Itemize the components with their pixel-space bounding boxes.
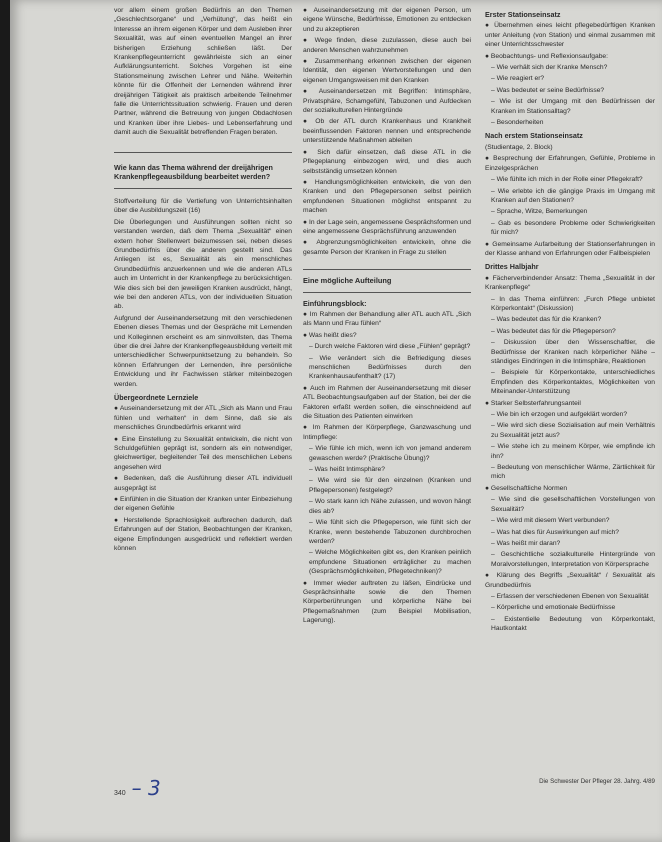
bullet-item: ● Beobachtungs- und Reflexionsaufgabe: (485, 52, 609, 60)
bullet-item: ● Bedenken, daß die Ausführung dieser ATL individuell ausgeprägt ist (114, 475, 292, 492)
dash-item: – Was bedeutet das für die Pflegeperson? (491, 327, 616, 335)
page-footer-left (114, 776, 161, 800)
bullet-item: ● Auseinandersetzung mit der ATL „Sich als Mann und Frau fühlen und verhalten“ in dem Sinne, daß sie als menschliches Grundbedürfnis erkannt wird (114, 405, 292, 432)
bullet-item: ● Abgrenzungsmöglichkeiten entwickeln, ohne die gesamte Person der Kranken in Frage zu stellen (303, 239, 471, 256)
dash-item: – Existentielle Bedeutung von Körperkontakt, Hautkontakt (491, 615, 655, 633)
bullet-item: ● Zusammenhang erkennen zwischen der eigenen Identität, den eigenen Wertvorstellungen und den eigenen Umgangsweisen mit den Kranken (303, 58, 471, 84)
bullet-item: ● Starker Selbsterfahrungsanteil (485, 399, 581, 407)
dash-item: – Geschichtliche sozialkulturelle Hintergründe von Moralvorstellungen, Interpretation von Körpersprache (491, 551, 655, 568)
bullet-item: ● Übernehmen eines leicht pflegebedürftigen Kranken unter Anleitung (von Station) und einmal zusammen mit einer Unterrichtsschwester (485, 22, 655, 49)
subheading: (Studientage, 2. Block) (485, 143, 553, 151)
dash-item: – Was bedeutet das für die Kranken? (491, 316, 602, 324)
bullet-item: ● Einfühlen in die Situation der Kranken unter Einbeziehung der eigenen Gefühle (114, 496, 292, 513)
paragraph: Die Überlegungen und Ausführungen sollten nicht so verstanden werden, daß dem Thema „Sexualität“ einen extern hoher Stellenwert beizumessen sei, neben dieses Grundbedürfnis über die anderen gestellt sind. Das Anliegen ist es, Sexualität als ein menschliches Grundbedürfnis anzuerkennen und wie die anderen ATLs auch im Unterricht in der Krankenpflege zu berücksichtigen. Wie dies sich bei den jeweiligen Kranken ausdrückt, hängt, wie bei den anderen ATLs, von der individuellen Situation ab. (114, 218, 292, 311)
dash-item: – Wie wird mit diesem Wert verbunden? (491, 517, 610, 525)
dash-item: – Diskussion über den Wissenschaftler, die Bedürfnisse der Kranken nach körperlicher Nähe – ständiges Eindringen in die Intimsphäre, Reaktionen (491, 339, 655, 365)
dash-item: – Bedeutung von menschlicher Wärme, Zärtlichkeit für mich (491, 464, 655, 481)
bullet-item: ● Was heißt dies? (303, 331, 357, 339)
bullet-item: ● Auseinandersetzung mit der eigenen Person, um eigene Wünsche, Bedürfnisse, Emotionen zu entdecken und zu akzeptieren (303, 7, 471, 33)
dash-item: – Gab es besondere Probleme oder Schwierigkeiten für mich? (491, 219, 655, 237)
dash-item: – Wie fühle ich mich, wenn ich von jemand anderem gewaschen werde? (Praktische Übung)? (309, 445, 471, 462)
dash-item: – Durch welche Faktoren wird diese „Fühlen“ geprägt? (309, 343, 471, 351)
bullet-item: ● Wege finden, diese zuzulassen, diese auch bei anderen Menschen wahrzunehmen (303, 37, 471, 54)
bullet-item: ● Herstellende Sprachlosigkeit aufbrechen dadurch, daß Erfahrungen auf der Station, Beobachtungen der Kranken, eigene Empfindungen ausgedrückt und reflektiert werden können (114, 516, 292, 553)
bullet-item: ● Gesellschaftliche Normen (485, 484, 568, 492)
dash-item: – Beispiele für Körperkontakte, unterschiedliches Empfinden des Körperkontaktes, Möglichkeiten von Miteinander-Unterstützung (491, 369, 655, 396)
bullet-item: ● Auseinandersetzen mit Begriffen: Intimsphäre, Privatsphäre, Schamgefühl, Tabuzonen und Aufdecken der sozialkulturellen Hintergründe (303, 88, 471, 115)
section-heading: Drittes Halbjahr (485, 262, 539, 272)
paragraph: Aufgrund der Auseinandersetzung mit den verschiedenen Ebenen dieses Themas und der Gespräche mit Lernenden und Kolleginnen erscheint es am sinnvollsten, das Thema über die drei Jahre der Krankenpflegeausbildung verteilt mit unterschiedlicher Schwerpunktsetzung zu behandeln. So können Erfahrungen der Lernenden, ihre persönliche Entwicklung und ihr Fachwissen stärker miteinbezogen werden. (114, 314, 292, 388)
boxed-heading: Wie kann das Thema während der dreijährigen Krankenpflegeausbildung bearbeitet werden? (114, 152, 292, 189)
dash-item: – Wie verhält sich der Kranke Mensch? (491, 64, 608, 72)
dash-item: – Wie ist der Umgang mit den Bedürfnissen der Kranken im Stationsalltag? (491, 98, 655, 115)
bullet-item: ● Klärung des Begriffs „Sexualität“ / Sexualität als Grundbedürfnis (485, 572, 655, 589)
bullet-item: ● Fächerverbindender Ansatz: Thema „Sexualität in der Krankenpflege“ (485, 274, 655, 292)
bullet-item: ● Besprechung der Erfahrungen, Gefühle, Probleme in Einzelgesprächen (485, 155, 655, 172)
section-heading: Erster Stationseinsatz (485, 10, 561, 19)
dash-item: – Wie reagiert er? (491, 75, 545, 83)
bullet-item: ● Eine Einstellung zu Sexualität entwickeln, die nicht von Schuldgefühlen geprägt ist, sondern als ein notwendiger, gleichwertiger, begleitender Teil des menschlichen Lebens angesehen wird (114, 435, 292, 471)
dash-item: – Körperliche und emotionale Bedürfnisse (491, 604, 616, 612)
page-number: 340 (114, 790, 126, 797)
dash-item: – Wie sind die gesellschaftlichen Vorstellungen von Sexualität? (491, 496, 655, 513)
section-heading: Übergeordnete Lernziele (114, 393, 199, 402)
boxed-heading: Eine mögliche Aufteilung (303, 269, 471, 292)
column-left (114, 6, 292, 776)
column-middle (303, 6, 471, 776)
dash-item: – Wie wird sie für den einzelnen (Kranken und Pflegepersonen) festgelegt? (309, 477, 471, 494)
dash-item: – In das Thema einführen: „Furch Pflege unbietet Körperkontakt“ (Diskussion) (491, 295, 655, 312)
bullet-item: ● Sich dafür einsetzen, daß diese ATL in die Pflegeplanung einbezogen wird, und dies auch selbstständig umsetzen können (303, 148, 471, 175)
dash-item: – Wie fühlte ich mich in der Rolle einer Pflegekraft? (491, 176, 643, 184)
column-right (485, 6, 655, 776)
bullet-item: ● Gemeinsame Aufarbeitung der Stationserfahrungen in der Klasse anhand von Erfahrungen oder Fallbeispielen (485, 240, 655, 257)
dash-item: – Was heißt mir daran? (491, 539, 561, 547)
dash-item: – Besonderheiten (491, 119, 544, 127)
section-heading: Einführungsblock: (303, 298, 367, 308)
dash-item: – Wie bin ich erzogen und aufgeklärt worden? (491, 411, 628, 419)
magazine-page (10, 0, 662, 842)
dash-item: – Wie fühlt sich die Pflegeperson, wie fühlt sich der Kranke, wenn bestehende Tabuzonen durchbrochen werden? (309, 519, 471, 545)
bullet-item: ● Handlungsmöglichkeiten entwickeln, die von den Kranken und den Pflegepersonen selbst peinlich empfundenen Situationen möglichst entspannt zu machen (303, 178, 471, 215)
bullet-item: ● Im Rahmen der Behandlung aller ATL auch ATL „Sich als Mann und Frau fühlen“ (303, 310, 471, 328)
paragraph: vor allem einem großen Bedürfnis an den Themen „Geschlechtsorgane“ und „Verhütung“, das heißt ein Interesse an ihrem eigenen Körper und dem Ausleben ihrer Sexualität, was auf einen eventuellen Mangel an ihrer bisherigen Erziehung schließen läßt. Der Krankenpflegeunterricht gewährleiste sich an einer Aufklärungsunterricht. Solches Vorgehen ist eine Stationsmeinung zwischen Lehrer und Nähe. Weiterhin könnte für die Offenheit der Lernenden während ihrer dreijährigen Tätigkeit als praktisch arbeitende Teilnehmer falle die Unterrichtssituation schwierig. Frauen und deren Partner, während die Betreuung von jungen Obdachlosen und Kranken über ihre Liebes- und Lebenserfahrung und damit auch die Sexualität betreffenden Fragen beraten. (114, 7, 292, 137)
bullet-item: ● Auch im Rahmen der Auseinandersetzung mit dieser ATL Beobachtungsaufgaben auf der Station, bei der die Faktoren erfaßt werden sollen, die einschneidend auf die Situation des Patienten einwirken (303, 384, 471, 421)
handwritten-annotation: – 3 (131, 776, 161, 800)
dash-item: – Wie wird sich diese Sozialisation auf mein Verhältnis zu Sexualität jetzt aus? (491, 422, 655, 439)
section-heading: Nach erstem Stationseinsatz (485, 131, 583, 141)
bullet-item: ● Immer wieder auftreten zu läßen, Eindrücke und Gesprächsinhalte sowie die den Themen Körperberührungen und körperliche Nähe bei Pflegemaßnahmen (zum Beispiel Mobilisation, Lagerung). (303, 579, 471, 625)
dash-item: – Wo stark kann ich Nähe zulassen, und wovon hängt dies ab? (309, 498, 471, 515)
dash-item: – Was hat dies für Auswirkungen auf mich? (491, 528, 619, 536)
bullet-item: ● Im Rahmen der Körperpflege, Ganzwaschung und Intimpflege: (303, 424, 471, 441)
dash-item: – Was heißt Intimsphäre? (309, 466, 385, 474)
dash-item: – Welche Möglichkeiten gibt es, den Kranken peinlich empfundene Situationen erträglicher zu machen (Gesprächsmöglichkeiten, Pflegetechniken)? (309, 549, 471, 576)
dash-item: – Sprache, Witze, Bemerkungen (491, 208, 588, 216)
paragraph: Stoffverteilung für die Vertiefung von Unterrichtsinhalten über die Ausbildungszeit (16) (114, 197, 292, 215)
bullet-item: ● In der Lage sein, angemessene Gesprächsformen und eine angemessene Gesprächsführung anzuwenden (303, 218, 471, 235)
dash-item: – Erfassen der verschiedenen Ebenen von Sexualität (491, 592, 649, 600)
bullet-item: ● Ob der ATL durch Krankenhaus und Krankheit beeinflussenden Faktoren nennen und entsprechende unterstützende Maßnahmen ableiten (303, 118, 471, 145)
journal-footer: Die Schwester Der Pfleger 28. Jahrg. 4/89 (539, 778, 655, 785)
dash-item: – Wie stehe ich zu meinem Körper, wie empfinde ich ihn? (491, 443, 655, 460)
dash-item: – Wie erlebte ich die gängige Praxis im Umgang mit Kranken auf den Stationen? (491, 187, 655, 204)
dash-item: – Was bedeutet er seine Bedürfnisse? (491, 86, 605, 94)
dash-item: – Wie verändert sich die Befriedigung dieses menschlichen Bedürfnisses durch den Krankenhausaufenthalt? (17) (309, 354, 471, 381)
